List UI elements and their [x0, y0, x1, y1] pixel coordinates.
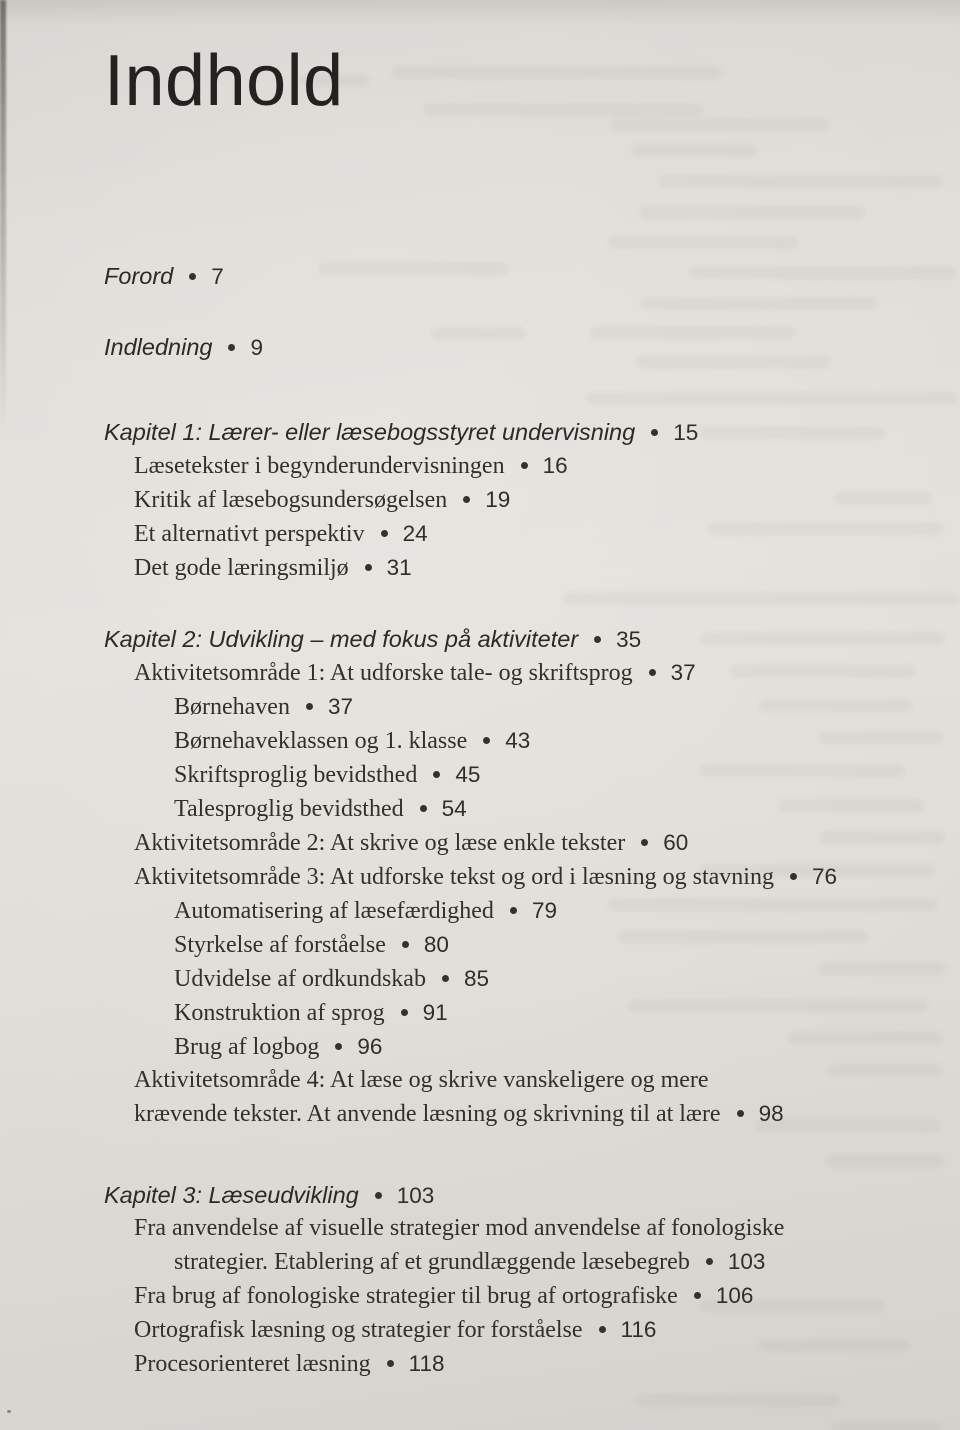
- toc-entry-label: Styrkelse af forståelse: [174, 932, 386, 958]
- page-number: 116: [620, 1317, 657, 1342]
- toc-entry: [0, 517, 960, 551]
- bleed-through-line: [636, 1394, 841, 1407]
- toc-entry-label: Ortografisk læsning og strategier for forståelse: [134, 1317, 583, 1343]
- page-number: 7: [211, 264, 224, 289]
- page-number: 35: [616, 627, 642, 652]
- bullet-separator: [442, 975, 449, 982]
- toc-entry: [0, 260, 960, 293]
- toc-line: [0, 792, 960, 826]
- toc-line: [0, 1179, 960, 1212]
- toc-line: [0, 551, 960, 585]
- bullet-separator: [433, 771, 440, 778]
- toc-entry: [0, 1279, 960, 1313]
- toc-line: [0, 416, 960, 449]
- toc-line: [0, 1279, 960, 1313]
- page-number: 118: [408, 1351, 445, 1376]
- toc-line: [0, 1347, 960, 1381]
- page-number: 91: [422, 1000, 448, 1025]
- toc-entry: [0, 1179, 960, 1212]
- bullet-separator: [335, 1043, 342, 1050]
- toc-line: [0, 517, 960, 551]
- toc-entry: [0, 1347, 960, 1381]
- page-number: 98: [758, 1101, 784, 1126]
- toc-entry: [0, 894, 960, 928]
- toc-line: [0, 894, 960, 928]
- toc-line: [0, 449, 960, 483]
- page-number: 80: [423, 932, 449, 957]
- toc-entry-label: Aktivitetsområde 1: At udforske tale- og skriftsprog: [134, 660, 633, 686]
- page-number: 85: [463, 966, 489, 991]
- page-number: 106: [715, 1283, 754, 1308]
- toc-entry: [0, 724, 960, 758]
- page-number: 96: [357, 1034, 383, 1059]
- page-number: 79: [531, 898, 557, 923]
- page-title: Indhold: [104, 41, 344, 121]
- bullet-separator: [737, 1110, 744, 1117]
- bullet-separator: [189, 273, 196, 280]
- toc-entry: [0, 758, 960, 792]
- page-number: 54: [441, 796, 467, 821]
- page-number: 76: [811, 864, 837, 889]
- bleed-through-line: [632, 144, 757, 157]
- bullet-separator: [381, 530, 388, 537]
- toc-line: [0, 860, 960, 894]
- toc-entry: [0, 416, 960, 449]
- toc-entry: [0, 928, 960, 962]
- page-number: 19: [485, 487, 511, 512]
- bullet-separator: [641, 839, 648, 846]
- toc-line: [0, 260, 960, 293]
- bleed-through-line: [640, 206, 865, 219]
- bleed-through-line: [392, 66, 722, 79]
- toc-entry: [0, 996, 960, 1030]
- bleed-through-line: [658, 175, 943, 188]
- toc-entry-label: Kritik af læsebogsundersøgelsen: [134, 487, 448, 513]
- toc-line: [0, 996, 960, 1030]
- page-number: 37: [670, 660, 696, 685]
- toc-entry: [0, 792, 960, 826]
- page-number: 15: [673, 420, 699, 445]
- toc-entry-label: Kapitel 1: Lærer- eller læsebogsstyret undervisning: [104, 419, 636, 445]
- page-number: 103: [396, 1183, 435, 1208]
- bullet-separator: [228, 344, 235, 351]
- page-number: 9: [250, 335, 263, 360]
- toc-entry: [0, 860, 960, 894]
- toc-entry: [0, 1064, 960, 1131]
- bullet-separator: [521, 462, 528, 469]
- toc-entry-label: Indledning: [104, 334, 213, 360]
- toc-entry: [0, 962, 960, 996]
- bleed-through-line: [424, 103, 704, 116]
- bleed-through-line: [610, 118, 830, 131]
- bullet-separator: [483, 737, 490, 744]
- toc-entry-label: Aktivitetsområde 2: At skrive og læse enkle tekster: [134, 830, 626, 856]
- page-number: 31: [386, 555, 412, 580]
- bullet-separator: [790, 873, 797, 880]
- toc-entry: [0, 1212, 960, 1279]
- bullet-separator: [694, 1292, 701, 1299]
- bullet-separator: [420, 805, 427, 812]
- bullet-separator: [365, 564, 372, 571]
- page-number: 103: [727, 1249, 766, 1274]
- toc-line: [0, 1064, 960, 1097]
- toc-entry-label: Udvidelse af ordkundskab: [174, 966, 426, 992]
- toc-entry-label: krævende tekster. At anvende læsning og skrivning til at lære: [134, 1101, 721, 1127]
- toc-line: [0, 331, 960, 364]
- bullet-separator: [306, 703, 313, 710]
- toc-entry-label: Fra brug af fonologiske strategier til brug af ortografiske: [134, 1283, 678, 1309]
- page-number: 24: [402, 521, 428, 546]
- toc-entry-label: strategier. Etablering af et grundlæggende læsebegreb: [174, 1249, 690, 1275]
- toc-entry: [0, 331, 960, 364]
- toc-entry-label: Konstruktion af sprog: [174, 1000, 385, 1026]
- toc-line: [0, 623, 960, 656]
- toc-line: [0, 1097, 960, 1131]
- toc-entry-label: Aktivitetsområde 3: At udforske tekst og ord i læsning og stavning: [134, 864, 774, 890]
- page-number: 45: [455, 762, 481, 787]
- toc-line: [0, 826, 960, 860]
- toc-line: [0, 690, 960, 724]
- toc-entry: [0, 1030, 960, 1064]
- page-number: 37: [327, 694, 353, 719]
- toc-entry-label: Talesproglig bevidsthed: [174, 796, 404, 822]
- toc-entry-label: Aktivitetsområde 4: At læse og skrive vanskeligere og mere: [134, 1067, 709, 1093]
- table-of-contents: [0, 260, 960, 1381]
- bullet-separator: [402, 941, 409, 948]
- toc-entry-label: Automatisering af læsefærdighed: [174, 898, 494, 924]
- bullet-separator: [651, 429, 658, 436]
- page-top-shade: [0, 0, 960, 26]
- toc-entry-label: Forord: [104, 263, 174, 289]
- toc-entry-label: Procesorienteret læsning: [134, 1351, 371, 1377]
- toc-entry: [0, 1313, 960, 1347]
- toc-entry-label: Kapitel 3: Læseudvikling: [104, 1182, 359, 1208]
- toc-line: [0, 483, 960, 517]
- toc-line: [0, 758, 960, 792]
- bullet-separator: [649, 669, 656, 676]
- toc-entry-label: Et alternativt perspektiv: [134, 521, 365, 547]
- bullet-separator: [510, 907, 517, 914]
- toc-entry-label: Brug af logbog: [174, 1034, 320, 1060]
- toc-entry-label: Kapitel 2: Udvikling – med fokus på aktiviteter: [104, 626, 579, 652]
- toc-entry: [0, 826, 960, 860]
- toc-entry-label: Børnehaveklassen og 1. klasse: [174, 728, 468, 754]
- bullet-separator: [706, 1258, 713, 1265]
- page-number: 16: [542, 453, 568, 478]
- page-number: 43: [505, 728, 531, 753]
- bullet-separator: [375, 1192, 382, 1199]
- bullet-separator: [387, 1360, 394, 1367]
- bleed-through-line: [608, 236, 798, 249]
- paper-speck: [7, 1410, 11, 1413]
- toc-entry: [0, 483, 960, 517]
- bullet-separator: [599, 1326, 606, 1333]
- toc-line: [0, 962, 960, 996]
- bullet-separator: [594, 636, 601, 643]
- toc-line: [0, 1245, 960, 1279]
- toc-entry-label: Det gode læringsmiljø: [134, 555, 349, 581]
- toc-entry: [0, 656, 960, 690]
- toc-line: [0, 928, 960, 962]
- toc-entry: [0, 690, 960, 724]
- bleed-through-line: [830, 1422, 940, 1430]
- toc-entry: [0, 449, 960, 483]
- toc-line: [0, 1030, 960, 1064]
- toc-line: [0, 656, 960, 690]
- toc-entry-label: Børnehaven: [174, 694, 290, 720]
- toc-entry-label: Fra anvendelse af visuelle strategier mod anvendelse af fonologiske: [134, 1215, 785, 1241]
- bullet-separator: [401, 1009, 408, 1016]
- toc-line: [0, 1212, 960, 1245]
- toc-entry: [0, 623, 960, 656]
- bullet-separator: [463, 496, 470, 503]
- page-number: 60: [663, 830, 689, 855]
- toc-line: [0, 724, 960, 758]
- toc-entry-label: Skriftsproglig bevidsthed: [174, 762, 418, 788]
- toc-entry-label: Læsetekster i begynderundervisningen: [134, 453, 505, 479]
- toc-line: [0, 1313, 960, 1347]
- toc-entry: [0, 551, 960, 585]
